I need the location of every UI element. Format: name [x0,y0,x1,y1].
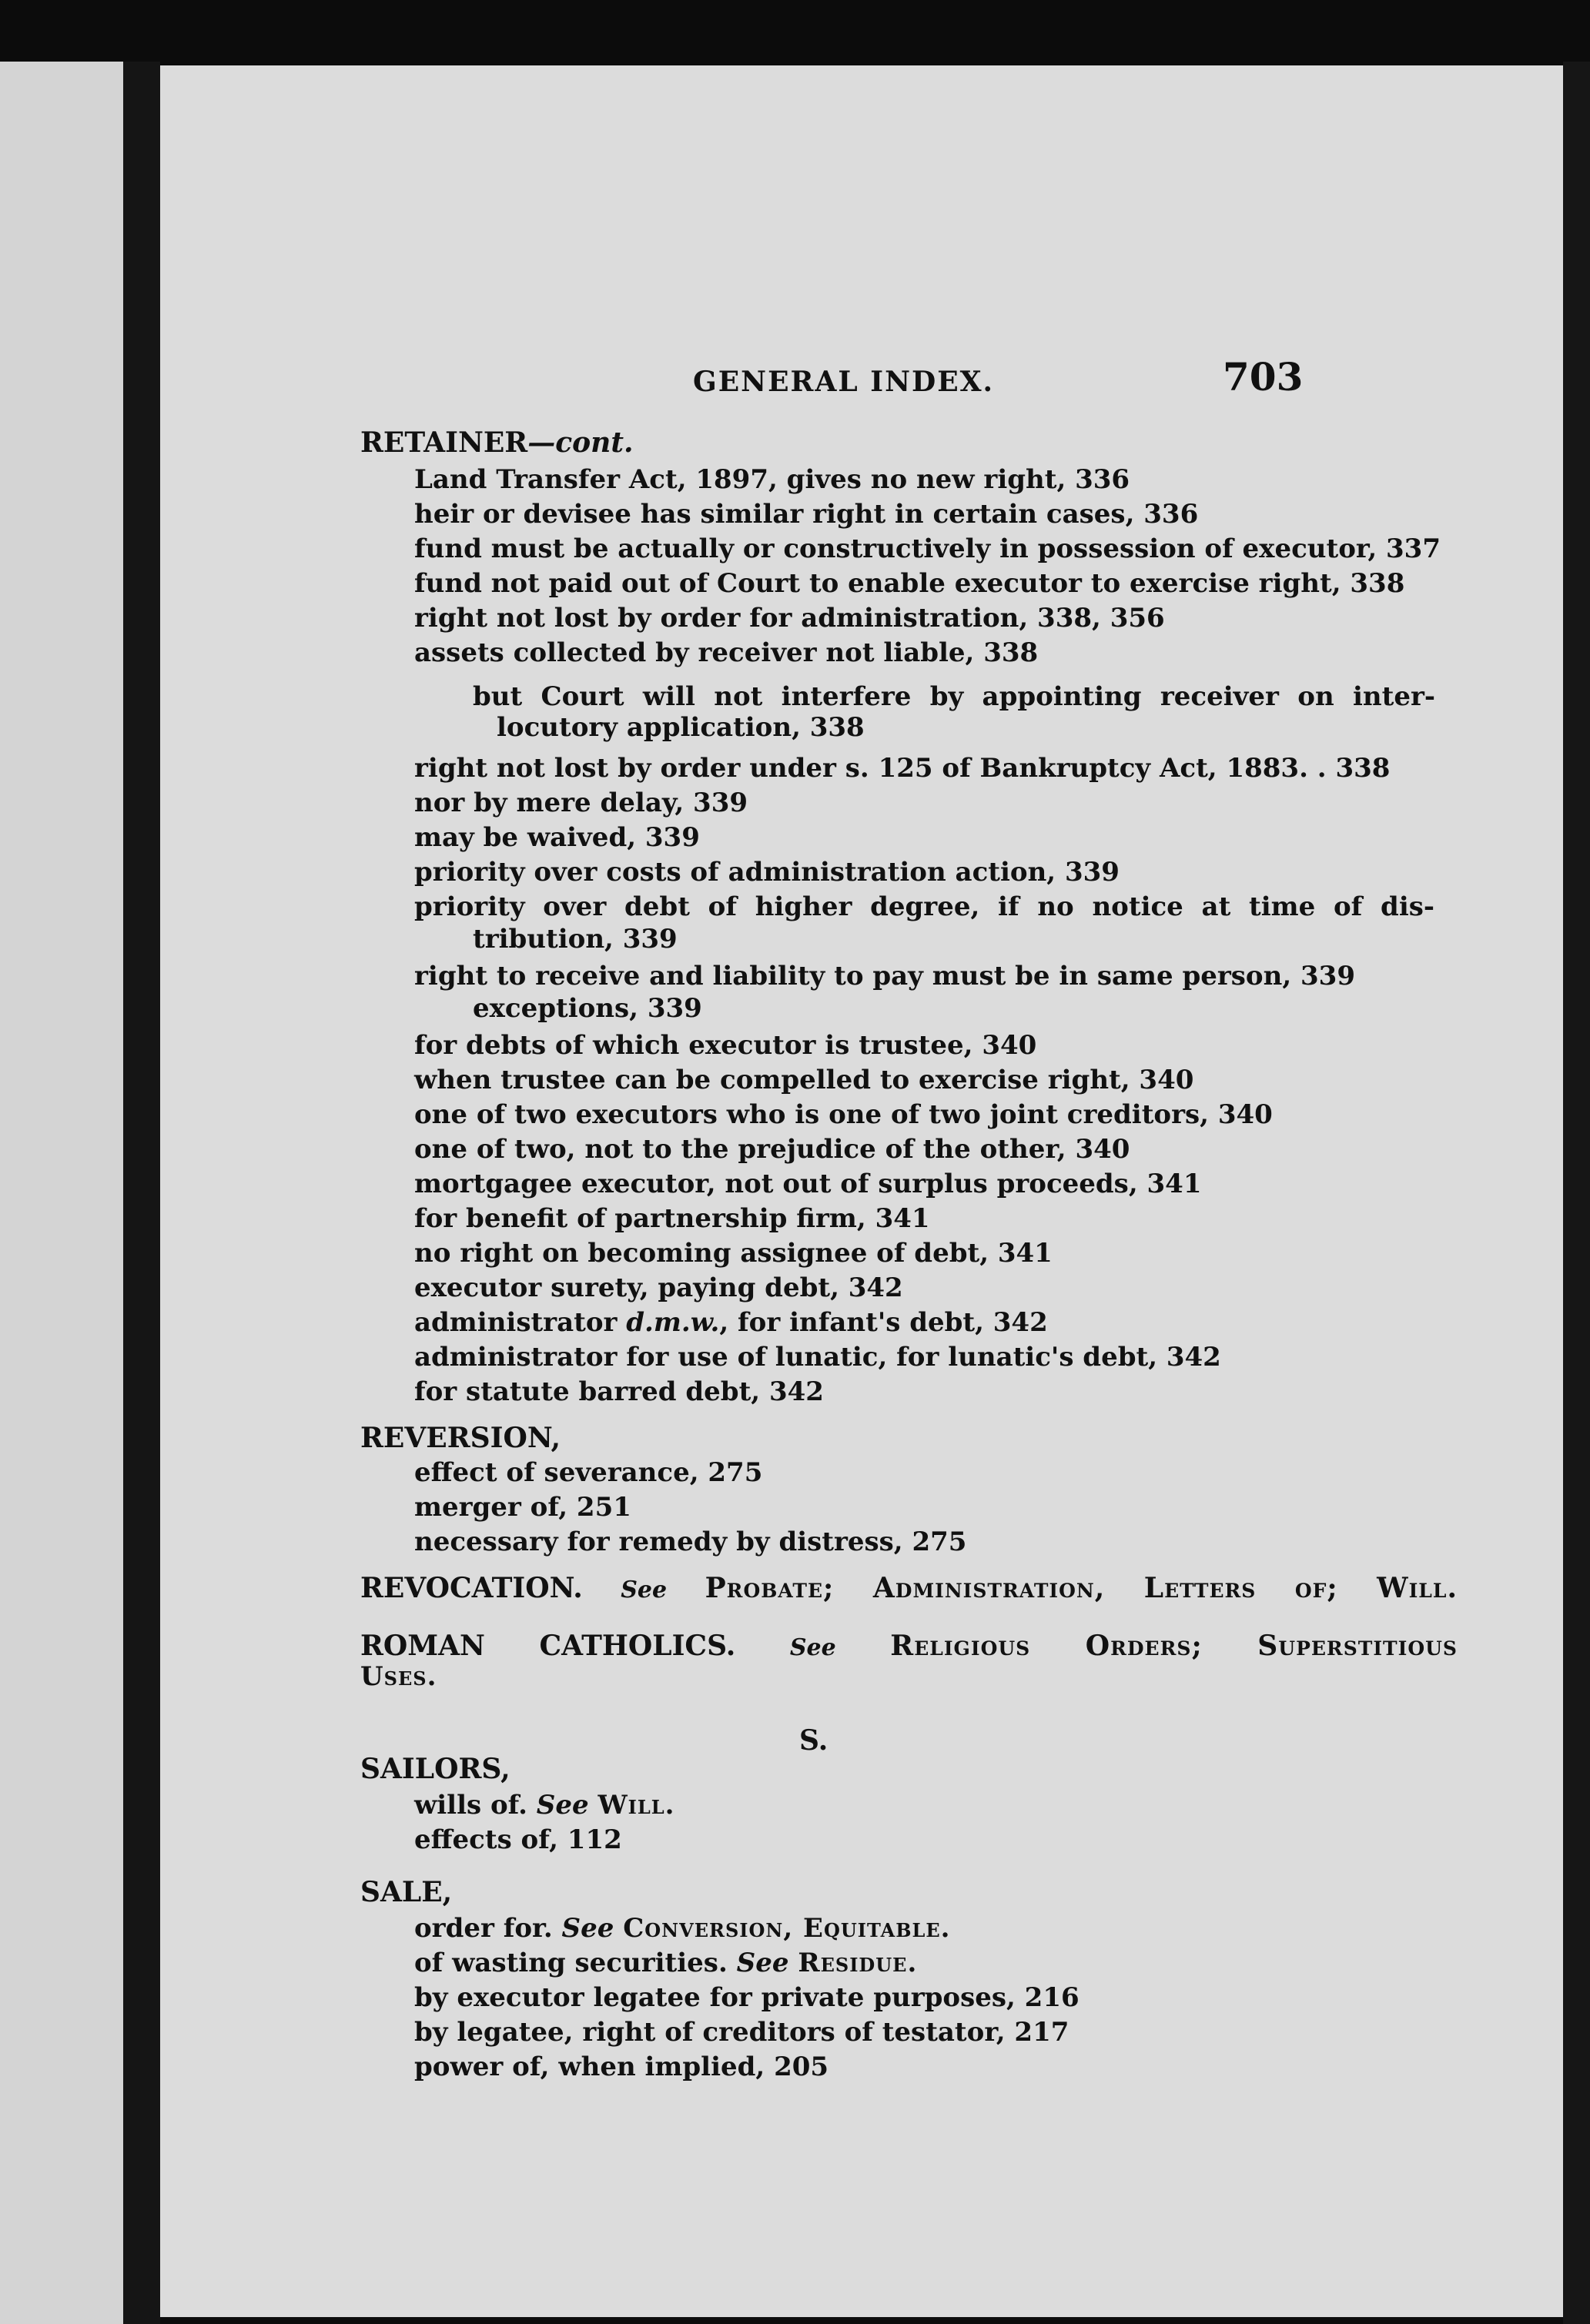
index-entry: for statute barred debt, 342 [414,1376,824,1407]
index-entry: for benefit of partnership firm, 341 [414,1203,930,1234]
index-subentry: but Court will not interfere by appointing receiver on inter- [473,681,1435,712]
index-heading-reversion: REVERSION, [360,1422,561,1454]
index-entry: power of, when implied, 205 [414,2051,829,2082]
index-entry: order for. See Conversion, Equitable. [414,1913,951,1944]
page-header [160,300,1563,400]
index-entry: wills of. See Will. [414,1790,675,1821]
binding-fold [123,62,160,2324]
page-number: 703 [1223,354,1304,400]
index-entry: effects of, 112 [414,1824,622,1855]
right-border [1563,62,1590,2324]
index-entry: fund must be actually or constructively in possession of executor, 337 [414,533,1441,564]
section-letter: S. [799,1724,828,1757]
running-title: GENERAL INDEX. [693,366,995,398]
adjacent-page-strip [0,62,123,2324]
index-heading-sailors: SAILORS, [360,1753,510,1785]
index-entry: may be waived, 339 [414,822,700,853]
index-entry: priority over debt of higher degree, if no notice at time of dis- [414,891,1434,922]
index-subentry-cont: locutory application, 338 [497,712,865,743]
index-entry: priority over costs of administration action, 339 [414,857,1120,888]
index-entry: right not lost by order for administration, 338, 356 [414,603,1165,634]
index-subentry: exceptions, 339 [473,993,702,1024]
index-entry: administrator for use of lunatic, for lunatic's debt, 342 [414,1342,1221,1373]
index-entry: executor surety, paying debt, 342 [414,1272,903,1303]
index-entry: necessary for remedy by distress, 275 [414,1526,967,1557]
index-heading-cont: Uses. [360,1661,437,1692]
index-heading-sale: SALE, [360,1876,453,1908]
index-entry: of wasting securities. See Residue. [414,1948,918,1978]
index-entry: Land Transfer Act, 1897, gives no new right, 336 [414,464,1130,495]
index-entry: right to receive and liability to pay must be in same person, 339 [414,961,1355,991]
index-entry: administrator d.m.w., for infant's debt, 342 [414,1307,1048,1338]
index-entry: right not lost by order under s. 125 of Bankruptcy Act, 1883. . 338 [414,753,1391,784]
index-heading-revocation: REVOCATION. See Probate; Administration, Letters of; Will. [360,1572,1458,1604]
index-heading-roman-catholics: ROMAN CATHOLICS. See Religious Orders; Superstitious [360,1630,1458,1662]
index-heading-retainer: RETAINER—cont. [360,426,634,459]
index-entry: mortgagee executor, not out of surplus proceeds, 341 [414,1169,1202,1199]
index-entry: when trustee can be compelled to exercise right, 340 [414,1065,1194,1095]
index-entry: fund not paid out of Court to enable executor to exercise right, 338 [414,568,1405,599]
index-entry: one of two, not to the prejudice of the other, 340 [414,1134,1130,1165]
index-entry: merger of, 251 [414,1492,631,1523]
index-entry: by legatee, right of creditors of testator, 217 [414,2017,1069,2048]
index-entry: one of two executors who is one of two joint creditors, 340 [414,1099,1273,1130]
index-entry-cont: tribution, 339 [473,924,678,955]
index-entry: heir or devisee has similar right in certain cases, 336 [414,499,1199,530]
index-entry: assets collected by receiver not liable, 338 [414,637,1039,668]
index-entry: effect of severance, 275 [414,1457,763,1488]
index-page [160,65,1563,2317]
index-entry: for debts of which executor is trustee, 340 [414,1030,1037,1061]
index-entry: no right on becoming assignee of debt, 341 [414,1238,1053,1269]
index-entry: nor by mere delay, 339 [414,787,748,818]
index-entry: by executor legatee for private purposes, 216 [414,1982,1080,2013]
